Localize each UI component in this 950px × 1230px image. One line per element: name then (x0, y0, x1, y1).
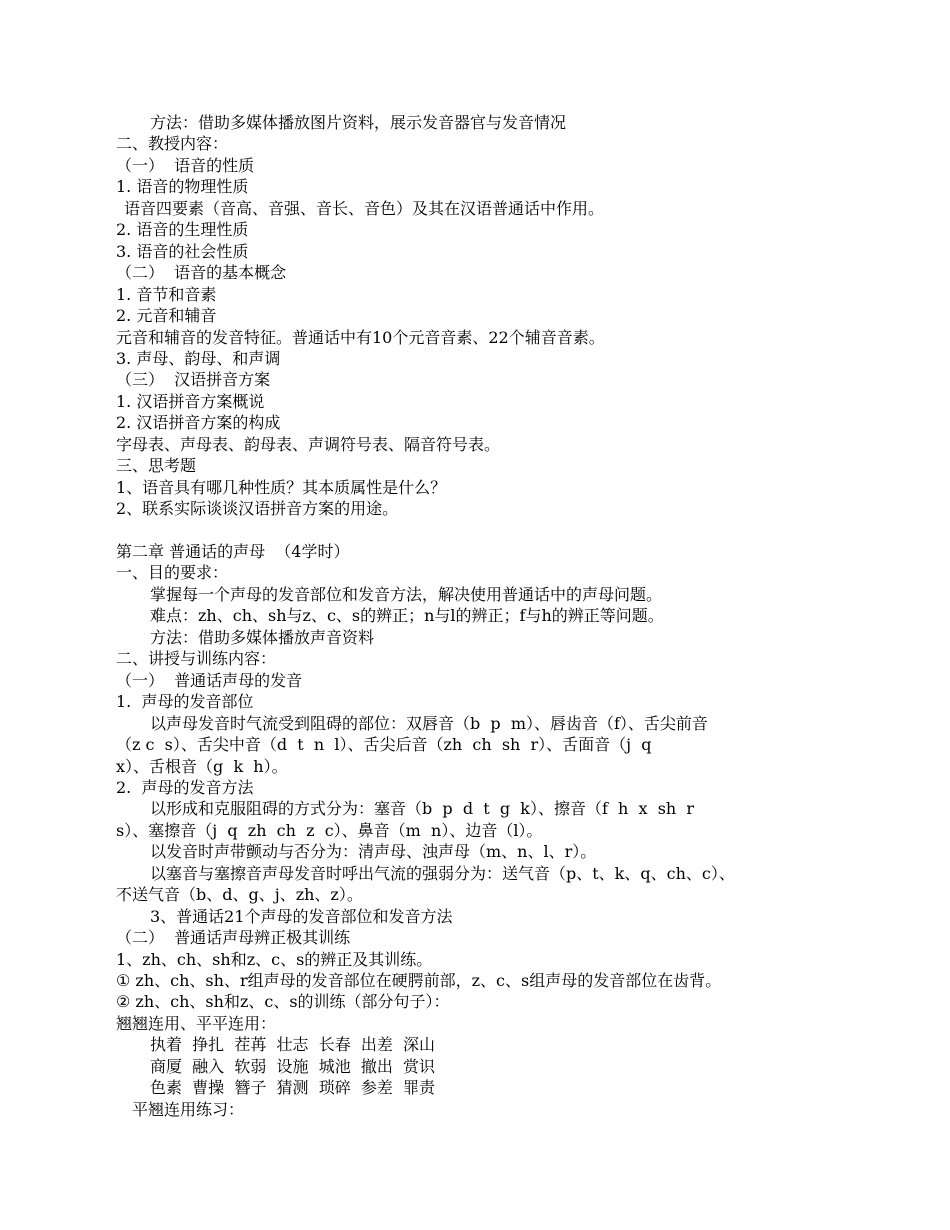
text-line: 第二章 普通话的声母 （4学时） (116, 542, 350, 561)
text-line: 1. 汉语拼音方案概说 (116, 391, 265, 411)
text-line: 掌握每一个声母的发音部位和发音方法，解决使用普通话中的声母问题。 (150, 584, 663, 604)
text-line: 1、语音具有哪几种性质？其本质属性是什么？ (116, 477, 447, 497)
text-line: 1. 声母的发音部位 (116, 692, 254, 712)
text-line: x）、舌根音（g k h）。 (116, 756, 288, 776)
text-line: s）、塞擦音（j q zh ch z c）、鼻音（m n）、边音（l）。 (116, 820, 543, 840)
text-line: 1. 音节和音素 (116, 284, 217, 304)
text-line: 2、联系实际谈谈汉语拼音方案的用途。 (116, 499, 399, 519)
text-line: 不送气音（b、d、g、j、zh、z）。 (116, 885, 363, 905)
text-line: 二、教授内容： (116, 134, 229, 154)
text-line: （二） 语音的基本概念 (116, 263, 287, 283)
text-line: （三） 汉语拼音方案 (116, 370, 271, 390)
text-line: 以发音时声带颤动与否分为：清声母、浊声母（m、n、l、r）。 (150, 842, 597, 862)
text-line: （一） 普通话声母的发音 (116, 670, 303, 690)
text-line: 方法：借助多媒体播放图片资料，展示发音器官与发音情况 (150, 113, 567, 132)
text-line: ② zh、ch、sh和z、c、s的训练（部分句子）： (116, 992, 450, 1012)
text-line: 翘翘连用、平平连用： (116, 1013, 277, 1033)
text-line: 3、普通话21个声母的发音部位和发音方法 (150, 906, 453, 926)
text-line: 3. 声母、韵母、和声调 (116, 348, 281, 368)
text-line: 色素 曹操 簪子 猜测 琐碎 参差 罪责 (150, 1078, 436, 1098)
text-line: 元音和辅音的发音特征。普通话中有10个元音音素、22个辅音音素。 (116, 327, 605, 347)
text-line: 商厦 融入 软弱 设施 城池 撤出 赏识 (150, 1056, 436, 1076)
text-line: 1. 语音的物理性质 (116, 177, 249, 197)
text-line: ① zh、ch、sh、r组声母的发音部位在硬腭前部，z、c、s组声母的发音部位在齿背。 (116, 971, 722, 990)
text-line: 以形成和克服阻碍的方式分为：塞音（b p d t g k）、擦音（f h x sh r (150, 799, 695, 819)
text-line: 三、思考题 (116, 456, 197, 476)
text-line: 一、目的要求： (116, 563, 229, 583)
text-line: 方法：借助多媒体播放声音资料 (150, 627, 375, 647)
text-line: 平翘连用练习： (132, 1099, 245, 1119)
text-line (116, 521, 850, 542)
text-line: 二、讲授与训练内容： (116, 649, 277, 669)
text-line: 执着 挣扎 茬苒 壮志 长春 出差 深山 (150, 1035, 436, 1055)
text-line: 难点：zh、ch、sh与z、c、s的辨正；n与l的辨正；f与h的辨正等问题。 (150, 606, 664, 626)
text-line: （二） 普通话声母辨正极其训练 (116, 928, 351, 948)
text-line: 1、zh、ch、sh和z、c、s的辨正及其训练。 (116, 949, 433, 969)
text-line: 语音四要素（音高、音强、音长、音色）及其在汉语普通话中作用。 (124, 198, 605, 218)
text-line: 2. 语音的生理性质 (116, 220, 249, 240)
text-line: 字母表、声母表、韵母表、声调符号表、隔音符号表。 (116, 434, 501, 454)
text-line: （z c s）、舌尖中音（d t n l）、舌尖后音（zh ch sh r）、舌面音（j q (116, 735, 652, 755)
text-line: 以塞音与塞擦音声母发音时呼出气流的强弱分为：送气音（p、t、k、q、ch、c）、 (150, 863, 735, 883)
text-line: 2. 元音和辅音 (116, 306, 217, 326)
text-line: 以声母发音时气流受到阻碍的部位：双唇音（b p m）、唇齿音（f）、舌尖前音 (150, 713, 708, 733)
text-line: 2. 汉语拼音方案的构成 (116, 413, 281, 433)
text-line: 2. 声母的发音方法 (116, 777, 254, 797)
text-line: 3. 语音的社会性质 (116, 241, 249, 261)
text-line: （一） 语音的性质 (116, 155, 255, 175)
